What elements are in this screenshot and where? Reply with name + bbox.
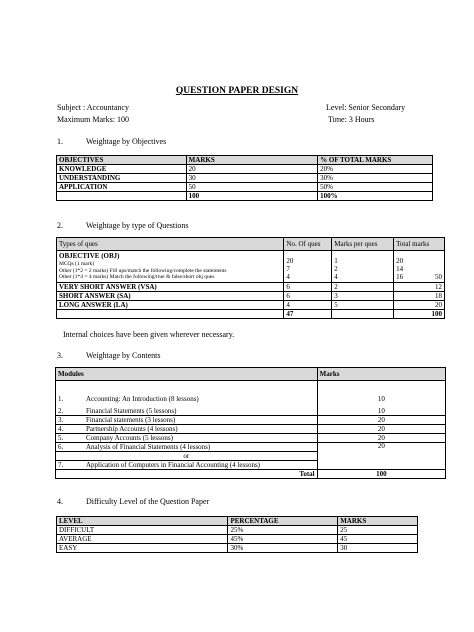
table-cell: 30% (228, 544, 338, 553)
objective-marks (332, 251, 394, 283)
objective-cell (57, 251, 284, 283)
table-cell: AVERAGE (57, 535, 228, 544)
table-cell: 45% (228, 535, 338, 544)
module-number: 4. (58, 424, 64, 433)
module-cell (56, 434, 318, 443)
table-header-row (57, 517, 418, 526)
table-cell: 4 (284, 301, 332, 310)
page-title: QUESTION PAPER DESIGN (175, 86, 299, 96)
module-cell (56, 381, 318, 404)
section-1-heading: Weightage by Objectives (86, 137, 167, 146)
module-number: 3. (58, 415, 64, 424)
table-cell (57, 310, 284, 319)
objective-title: OBJECTIVE (OBJ) (59, 252, 120, 260)
table-cell: 12 (394, 283, 445, 292)
table-cell: 50% (318, 183, 433, 192)
module-name: Financial Statements (5 lessons) (86, 407, 177, 415)
table-cell (57, 192, 187, 201)
table-row (57, 174, 433, 183)
module-name: Partnership Accounts (4 lessons) (86, 424, 178, 433)
module-name: Financial statements (3 lessons) (86, 415, 176, 424)
objective-totals (394, 251, 445, 283)
objective-line: MCQs (1 mark) (59, 261, 95, 267)
table-cell: 30 (186, 174, 318, 183)
section-2-number: 2. (57, 221, 63, 230)
column-header: Marks (317, 368, 445, 381)
objective-sum: 50 (435, 273, 442, 281)
table-header-row (57, 238, 445, 251)
table-cell: DIFFICULT (57, 526, 228, 535)
module-marks: 10 (317, 381, 445, 404)
module-name: Application of Computers in Financial Accounting (4 lessons) (86, 460, 261, 469)
table-header-row (56, 368, 446, 381)
module-cell (56, 403, 318, 416)
table-cell: KNOWLEDGE (57, 165, 187, 174)
table-cell: 4 (334, 273, 338, 281)
section-3-heading: Weightage by Contents (86, 351, 161, 360)
table-row (57, 301, 445, 310)
column-header: Marks per ques (332, 238, 394, 251)
table-cell (332, 310, 394, 319)
table-cell: 45 (338, 535, 418, 544)
table-row (57, 292, 445, 301)
difficulty-table (56, 516, 418, 553)
table-total-row (57, 192, 433, 201)
column-header: LEVEL (57, 517, 228, 526)
table-row (57, 283, 445, 292)
table-cell: 20 (396, 257, 404, 265)
table-cell: 20 (394, 301, 445, 310)
table-row (56, 416, 446, 425)
table-total-row (57, 310, 445, 319)
total-cell: 100 (317, 470, 445, 479)
table-cell: VERY SHORT ANSWER (VSA) (57, 283, 284, 292)
table-cell: 25% (228, 526, 338, 535)
or-cell: or (56, 452, 318, 461)
objectives-table (56, 155, 433, 201)
column-header: Modules (56, 368, 318, 381)
module-number: 1. (58, 395, 64, 403)
module-number: 2. (58, 407, 64, 415)
table-cell: 20 (286, 257, 294, 265)
table-row (57, 165, 433, 174)
module-cell (56, 461, 318, 470)
max-marks-label: Maximum Marks: 100 (57, 115, 129, 124)
table-total-row (56, 470, 446, 479)
column-header: No. Of ques (284, 238, 332, 251)
column-header: PERCENTAGE (228, 517, 338, 526)
table-row (57, 183, 433, 192)
table-row (56, 381, 446, 404)
total-cell: 47 (284, 310, 332, 319)
table-cell: SHORT ANSWER (SA) (57, 292, 284, 301)
table-row (56, 443, 446, 452)
column-header: Total marks (394, 238, 445, 251)
objective-total-row (396, 273, 442, 281)
total-cell: 100 (394, 310, 445, 319)
total-cell: 100 (186, 192, 318, 201)
table-row (57, 526, 418, 535)
module-name: Analysis of Financial Statements (4 lessons) (86, 442, 211, 451)
table-cell: 6 (284, 292, 332, 301)
table-cell: 1 (334, 257, 338, 265)
table-row-objective (57, 251, 445, 283)
table-header-row (57, 156, 433, 165)
objective-line: Other (1*4 = 4 marks) Match the following/true & false/short obj ques (59, 274, 215, 280)
module-marks: 20 (317, 416, 445, 425)
total-cell: 100% (318, 192, 433, 201)
table-cell: 25 (338, 526, 418, 535)
table-cell: 2 (332, 283, 394, 292)
module-cell (56, 443, 318, 452)
table-cell: 5 (332, 301, 394, 310)
table-cell: 30 (338, 544, 418, 553)
module-number: 7. (58, 460, 64, 469)
module-number: 6. (58, 442, 64, 451)
module-name: Company Accounts (5 lessons) (86, 433, 173, 442)
table-row (56, 434, 446, 443)
module-cell (56, 416, 318, 425)
table-cell: 4 (286, 273, 290, 281)
module-number: 5. (58, 433, 64, 442)
column-header: MARKS (338, 517, 418, 526)
section-2-heading: Weightage by type of Questions (86, 221, 189, 230)
internal-choice-note: Internal choices have been given wherever necessary. (63, 330, 235, 339)
table-cell: 3 (332, 292, 394, 301)
module-marks: 20 (317, 434, 445, 443)
column-header: OBJECTIVES (57, 156, 187, 165)
table-row (56, 425, 446, 434)
table-cell: UNDERSTANDING (57, 174, 187, 183)
table-cell: 7 (286, 265, 290, 273)
objective-counts (284, 251, 332, 283)
column-header: % OF TOTAL MARKS (318, 156, 433, 165)
table-row (56, 403, 446, 416)
column-header: MARKS (186, 156, 318, 165)
level-label: Level: Senior Secondary (326, 103, 406, 112)
section-4-number: 4. (57, 497, 63, 506)
table-cell: 20 (186, 165, 318, 174)
table-cell: 20% (318, 165, 433, 174)
module-marks: 20 (317, 425, 445, 434)
table-cell: EASY (57, 544, 228, 553)
subject-label: Subject : Accountancy (57, 103, 129, 112)
table-row (57, 535, 418, 544)
table-cell: LONG ANSWER (LA) (57, 301, 284, 310)
column-header: Types of ques (57, 238, 284, 251)
table-cell: 30% (318, 174, 433, 183)
table-cell: 18 (394, 292, 445, 301)
table-cell: 6 (284, 283, 332, 292)
section-4-heading: Difficulty Level of the Question Paper (86, 497, 210, 506)
objective-line: Other (1*2 = 2 marks) Fill ups/match the following/complete the statements (59, 267, 227, 274)
section-1-number: 1. (57, 137, 63, 146)
question-types-table (56, 237, 445, 319)
table-cell: APPLICATION (57, 183, 187, 192)
module-marks: 20 (317, 443, 445, 470)
table-cell: 2 (334, 265, 338, 273)
contents-table (55, 367, 446, 479)
module-marks: 10 (317, 403, 445, 416)
module-cell (56, 425, 318, 434)
total-label: Total (56, 470, 318, 479)
table-cell: 50 (186, 183, 318, 192)
table-row (57, 544, 418, 553)
module-name: Accounting: An Introduction (8 lessons) (86, 395, 199, 403)
section-3-number: 3. (57, 351, 63, 360)
time-label: Time: 3 Hours (328, 115, 375, 124)
table-cell: 14 (396, 265, 404, 273)
table-cell: 16 (396, 273, 404, 281)
